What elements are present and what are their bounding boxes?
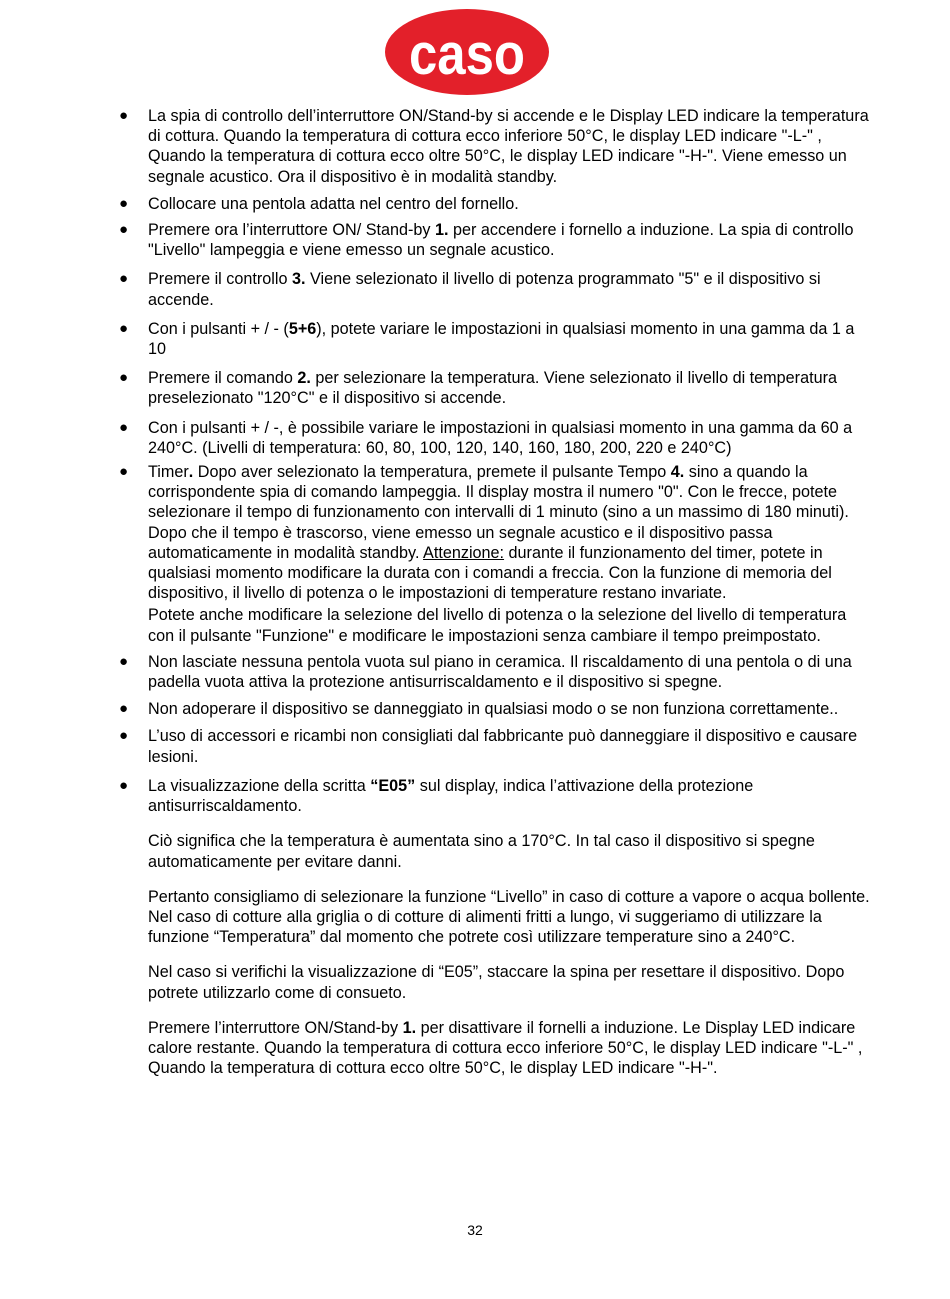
bullet-icon: ● — [119, 700, 129, 718]
caso-logo — [384, 8, 550, 96]
bullet-icon: ● — [119, 776, 129, 794]
attention-label: Attenzione: — [423, 543, 505, 562]
timer-item: ● Timer. Dopo aver selezionato la temperatura, premete il pulsante Tempo 4. sino a quando la corrispondente spia di comando lampeggia. Il display mostra il numero "0". Con le frecce, potete selezionare il tempo di funzionamento con intervalli di 1 minuto (sino a un massimo di 180 minuti). Dopo che il tempo è trascorso, viene emesso un segnale acustico e il dispositivo passa automaticamente in modalità standby. Attenzione: durante il funzionamento del timer, potete in qualsiasi momento modificare la durata con i comandi a freccia. Con la funzione di memoria del dispositivo, il livello di potenza o le impostazioni di temperature restano invariate. — [119, 463, 849, 603]
paragraph: Nel caso si verifichi la visualizzazione di “E05”, staccare la spina per resettare il dispositivo. Dopo potrete utilizzarlo come di consueto. — [148, 963, 845, 1002]
list-item: ● Premere il comando 2. per selezionare la temperatura. Viene selezionato il livello di temperatura preselezionato "120°C" e il dispositivo si accende. — [119, 369, 837, 408]
bullet-icon: ● — [119, 652, 129, 670]
bullet-icon: ● — [119, 221, 129, 239]
list-item: ● Premere ora l’interruttore ON/ Stand-by 1. per accendere i fornello a induzione. La spia di controllo "Livello" lampeggia e viene emesso un segnale acustico. — [119, 221, 854, 260]
paragraph: Pertanto consigliamo di selezionare la funzione “Livello” in caso di cotture a vapore o acqua bollente. Nel caso di cotture alla griglia o di cotture di alimenti fritti a lungo, vi suggeriamo di utilizzare la funzione “Temperatura” dal momento che potrete così utilizzare temperature sino a 240°C. — [148, 887, 870, 947]
timer-paragraph: Potete anche modificare la selezione del livello di potenza o la selezione del livello di temperatura con il pulsante "Funzione" e modificare le impostazioni senza cambiare il tempo preimpostato. — [148, 606, 847, 645]
list-item: ● La spia di controllo dell’interruttore ON/Stand-by si accende e le Display LED indicare la temperatura di cottura. Quando la temperatura di cottura ecco inferiore 50°C, le display LED indicare "-L-" , Quando la temperatura di cottura ecco oltre 50°C, le display LED indicare "-H-". Viene emesso un segnale acustico. Ora il dispositivo è in modalità standby. — [119, 107, 869, 186]
bullet-icon: ● — [119, 727, 129, 745]
list-item: ● Con i pulsanti + / -, è possibile variare le impostazioni in qualsiasi momento in una gamma da 60 a 240°C. (Livelli di temperatura: 60, 80, 100, 120, 140, 160, 180, 200, 220 e 240°C) — [119, 418, 853, 457]
bullet-icon: ● — [119, 194, 129, 212]
page-number: 32 — [467, 1222, 483, 1238]
list-item: ● La visualizzazione della scritta “E05” sul display, indica l’attivazione della protezione antisurriscaldamento. — [119, 776, 754, 816]
list-item: ● Premere il controllo 3. Viene selezionato il livello di potenza programmato "5" e il dispositivo si accende. — [119, 270, 821, 309]
logo-text: caso — [409, 22, 525, 87]
list-item: ● L’uso di accessori e ricambi non consigliati dal fabbricante può danneggiare il dispositivo e causare lesioni. — [119, 727, 858, 766]
document-body — [115, 106, 875, 1078]
bullet-icon: ● — [119, 418, 129, 436]
list-item: ● Non lasciate nessuna pentola vuota sul piano in ceramica. Il riscaldamento di una pentola o di una padella vuota attiva la protezione antisurriscaldamento e il dispositivo si spegne. — [119, 652, 852, 692]
paragraph: Ciò significa che la temperatura è aumentata sino a 170°C. In tal caso il dispositivo si spegne automaticamente per evitare danni. — [148, 832, 815, 871]
final-paragraph: Premere l’interruttore ON/Stand-by 1. per disattivare il fornelli a induzione. Le Display LED indicare calore restante. Quando la temperatura di cottura ecco inferiore 50°C, le display LED indicare "-L-" , Quando la temperatura di cottura ecco oltre 50°C, le display LED indicare "-H-". — [148, 1018, 863, 1078]
bullet-icon: ● — [119, 369, 129, 387]
bullet-icon: ● — [119, 319, 129, 337]
list-item: ● Non adoperare il dispositivo se danneggiato in qualsiasi modo o se non funziona correttamente.. — [119, 700, 839, 719]
bullet-icon: ● — [119, 270, 129, 288]
list-item: ● Collocare una pentola adatta nel centro del fornello. — [119, 194, 519, 213]
list-item: ● Con i pulsanti + / - (5+6), potete variare le impostazioni in qualsiasi momento in una gamma da 1 a 10 — [119, 319, 855, 359]
bullet-icon: ● — [119, 463, 129, 481]
bullet-icon: ● — [119, 107, 129, 124]
